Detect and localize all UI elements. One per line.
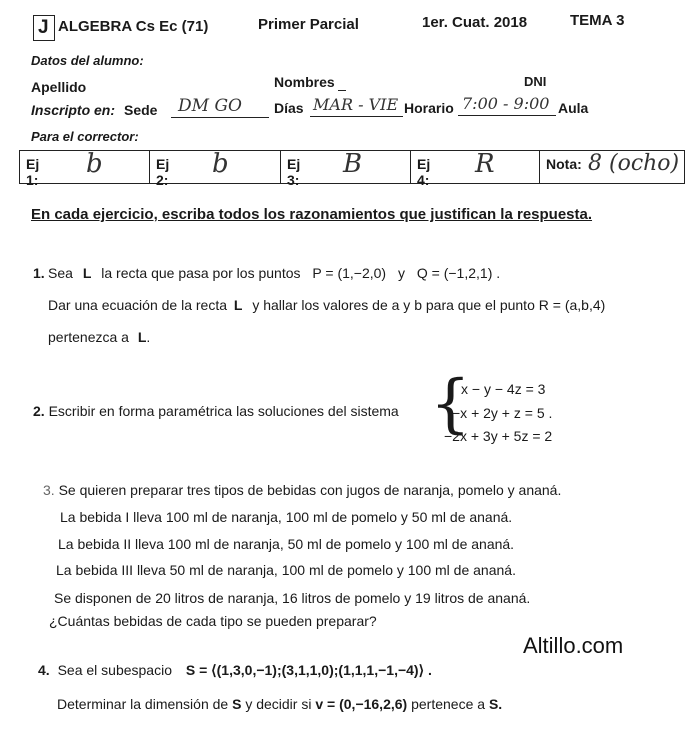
ex4-subspace-ref: S xyxy=(232,696,242,712)
grade-cell-value: b xyxy=(212,149,229,179)
ex3-number: 3. xyxy=(43,482,55,498)
ex2-text: Escribir en forma paramétrica las soluciones del sistema xyxy=(48,403,399,419)
answer-mark: J xyxy=(38,17,49,38)
ex4-subspace: S = ⟨(1,3,0,−1);(3,1,1,0);(1,1,1,−1,−4)⟩ . xyxy=(185,662,432,678)
ex1-line1 xyxy=(48,265,500,281)
ex1-point-q: Q = (−1,2,1) . xyxy=(416,265,501,281)
grade-cell-ej4 xyxy=(410,149,495,188)
ex2-number: 2. xyxy=(33,403,45,419)
corrector-title: Para el corrector: xyxy=(31,129,139,144)
ex1-point-r: R = (a,b,4) xyxy=(538,297,606,313)
grade-cell-value: 8 (ocho) xyxy=(588,151,680,176)
horario-underline xyxy=(458,115,556,116)
watermark: Altillo.com xyxy=(523,633,624,658)
grade-cell-value: b xyxy=(86,149,103,179)
ex1-point-p: P = (1,−2,0) xyxy=(312,265,387,281)
ex4-vector: v = (0,−16,2,6) xyxy=(315,696,408,712)
ex1-line3 xyxy=(48,329,150,345)
grade-cell-label: Ej 3: xyxy=(287,156,301,188)
ex4-text: pertenece a xyxy=(411,696,486,712)
ex3-line-3: La bebida III lleva 50 ml de naranja, 100 ml de pomelo y 100 ml de ananá. xyxy=(56,562,516,578)
grade-cell-ej2 xyxy=(149,149,229,188)
horario-label: Horario xyxy=(404,100,454,116)
ex1-text: y xyxy=(397,265,405,281)
answer-mark-box xyxy=(33,15,55,41)
ex4-line1 xyxy=(38,662,432,679)
sede-underline xyxy=(171,117,269,118)
ex4-text: y decidir si xyxy=(245,696,312,712)
dias-label: Días xyxy=(274,100,304,116)
apellido-label: Apellido xyxy=(31,79,87,95)
ex3-line-4: Se disponen de 20 litros de naranja, 16 litros de pomelo y 19 litros de ananá. xyxy=(54,590,531,606)
ex1-line-L: L xyxy=(233,297,243,313)
nombres-label: Nombres xyxy=(274,74,335,90)
ex4-number: 4. xyxy=(38,662,50,678)
ex1-text: y hallar los valores de a y b para que el punto xyxy=(252,297,535,313)
grade-cell-label: Ej 1: xyxy=(26,156,40,188)
sede-label: Sede xyxy=(124,102,158,118)
ex3-intro xyxy=(43,482,561,498)
dias-value: MAR - VIE xyxy=(313,95,399,114)
student-section-title: Datos del alumno: xyxy=(31,53,144,68)
exam-tema: TEMA 3 xyxy=(570,12,625,29)
ex1-line-L: L xyxy=(137,329,147,345)
ex3-line-2: La bebida II lleva 100 ml de naranja, 50 ml de pomelo y 100 ml de ananá. xyxy=(58,536,515,552)
ex1-number: 1. xyxy=(33,265,45,281)
ex4-text: Determinar la dimensión de xyxy=(57,696,229,712)
ex1-line-L: L xyxy=(82,265,92,281)
course-title: ALGEBRA Cs Ec (71) xyxy=(58,18,209,35)
ex1-text: Dar una ecuación de la recta xyxy=(48,297,227,313)
grade-cell-value: B xyxy=(343,149,363,179)
horario-value: 7:00 - 9:00 xyxy=(462,94,550,113)
instruction-text: En cada ejercicio, escriba todos los razonamientos que justifican la respuesta. xyxy=(31,206,593,223)
ex4-subspace-ref: S. xyxy=(488,696,503,712)
ex1-text: Sea xyxy=(48,265,73,281)
dni-label: DNI xyxy=(524,74,547,89)
grade-cell-label: Ej 2: xyxy=(156,156,170,188)
exam-title: Primer Parcial xyxy=(258,16,359,33)
aula-label: Aula xyxy=(558,100,589,116)
sede-value: DM GO xyxy=(178,96,242,116)
grade-cell-value: R xyxy=(475,149,495,179)
exam-period: 1er. Cuat. 2018 xyxy=(422,14,528,31)
grade-cell-label: Ej 4: xyxy=(417,156,431,188)
ex2-equation-2: −x + 2y + z = 5 . xyxy=(452,405,553,421)
ex1-text: . xyxy=(146,329,151,345)
ex1-text: la recta que pasa por los puntos xyxy=(101,265,301,281)
dias-underline xyxy=(310,116,403,117)
inscripto-label: Inscripto en: xyxy=(31,102,116,118)
ex4-text: Sea el subespacio xyxy=(57,662,172,678)
grade-cell-ej3 xyxy=(280,149,363,188)
ex3-intro-text: Se quieren preparar tres tipos de bebidas con jugos de naranja, pomelo y ananá. xyxy=(58,482,562,498)
ex3-line-1: La bebida I lleva 100 ml de naranja, 100 ml de pomelo y 50 ml de ananá. xyxy=(60,509,513,525)
ex2-equation-1: x − y − 4z = 3 xyxy=(461,381,546,397)
ex3-question: ¿Cuántas bebidas de cada tipo se pueden preparar? xyxy=(49,613,377,629)
ex1-line2 xyxy=(48,297,605,313)
system-brace: { xyxy=(430,367,471,441)
grade-cell-label: Nota: xyxy=(546,156,582,172)
ex2-statement xyxy=(33,403,399,419)
ex4-line2 xyxy=(57,696,502,712)
ex2-equation-3: −2x + 3y + 5z = 2 xyxy=(444,428,553,444)
ex1-text: pertenezca a xyxy=(48,329,129,345)
nombres-underline xyxy=(338,90,346,91)
grade-table xyxy=(19,149,685,188)
grade-cell-nota xyxy=(539,151,683,183)
